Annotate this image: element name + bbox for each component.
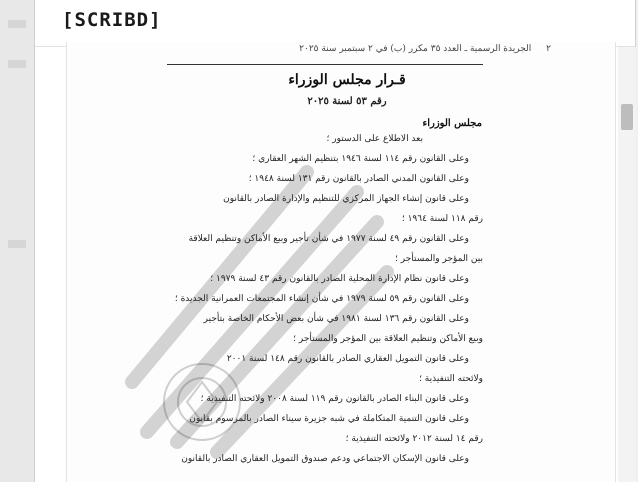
strip-mark [8,240,26,248]
text-line: وعلى القانون رقم ٤٩ لسنة ١٩٧٧ في شأن تأجير وبيع الأماكن وتنظيم العلاقة [188,234,469,244]
scribd-logo[interactable]: [SCRIBD] [62,9,162,31]
left-strip [0,0,35,482]
header-bar [35,0,635,47]
scrollbar-thumb[interactable] [621,104,633,130]
text-line: بين المؤجر والمستأجر ؛ [395,254,483,264]
page-number: ٢ [546,44,551,54]
strip-mark [8,60,26,68]
decree-title: قـرار مجلس الوزراء [288,72,406,88]
gazette-header [211,44,551,54]
text-line: وعلى قانون نظام الإدارة المحلية الصادر بالقانون رقم ٤٣ لسنة ١٩٧٩ ؛ [210,274,469,284]
text-line: ولائحته التنفيذية ؛ [419,374,483,384]
text-line: وعلى القانون رقم ١٣٦ لسنة ١٩٨١ في شأن بعض الأحكام الخاصة بتأجير [203,314,469,324]
header-rule [167,64,483,65]
text-line: وعلى قانون التنمية المتكاملة في شبه جزيرة سيناء الصادر بالمرسوم بقانون [189,414,469,424]
text-line: وعلى القانون رقم ٥٩ لسنة ١٩٧٩ في شأن إنشاء المجتمعات العمرانية الجديدة ؛ [174,294,469,304]
text-line: وعلى قانون التمويل العقاري الصادر بالقانون رقم ١٤٨ لسنة ٢٠٠١ [226,354,469,364]
text-line: وعلى قانون البناء الصادر بالقانون رقم ١١٩ لسنة ٢٠٠٨ ولائحته التنفيذية ؛ [200,394,469,404]
text-line: رقم ١١٨ لسنة ١٩٦٤ ؛ [401,214,483,224]
section-heading: مجلس الوزراء [422,118,482,129]
text-line: بعد الاطلاع على الدستور ؛ [326,134,423,144]
text-line: وعلى القانون المدني الصادر بالقانون رقم ١٣١ لسنة ١٩٤٨ ؛ [248,174,469,184]
text-line: وعلى قانون إنشاء الجهاز المركزي للتنظيم والإدارة الصادر بالقانون [223,194,469,204]
text-line: وعلى قانون الإسكان الاجتماعي ودعم صندوق التمويل العقاري الصادر بالقانون [181,454,469,464]
gazette-title: الجريدة الرسمية ـ العدد ٣٥ مكرر (ب) في ٢ سبتمبر سنة ٢٠٢٥ [299,44,532,54]
text-line: رقم ١٤ لسنة ٢٠١٢ ولائحته التنفيذية ؛ [345,434,483,444]
document-page [66,42,616,482]
text-line: وعلى القانون رقم ١١٤ لسنة ١٩٤٦ بتنظيم الشهر العقاري ؛ [252,154,469,164]
decree-number: رقم ٥٣ لسنة ٢٠٢٥ [307,96,387,107]
text-line: وبيع الأماكن وتنظيم العلاقة بين المؤجر والمستأجر ؛ [293,334,483,344]
strip-mark [8,20,26,28]
